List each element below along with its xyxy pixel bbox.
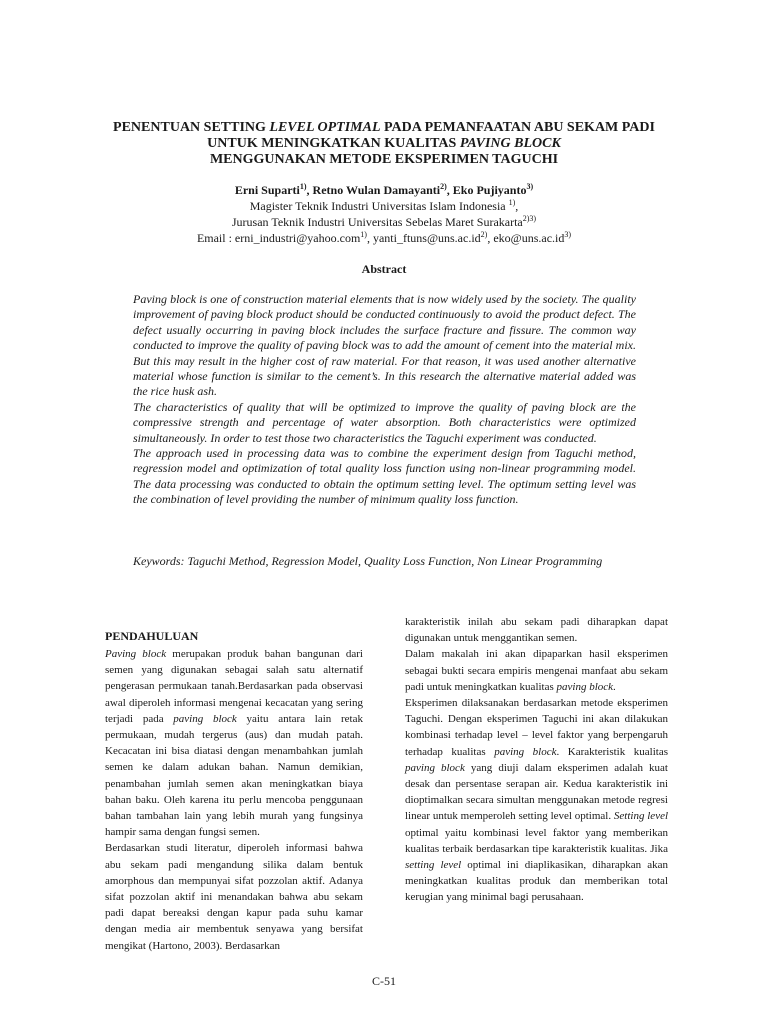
body-paragraph: Paving block merupakan produk bahan bangunan dari semen yang digunakan sebagai salah satu alternatif pengerasan permukaan tanah.Berdasarkan pada observasi awal diperoleh informasi mengenai kecacatan yang sering terjadi pada paving block yaitu antara lain retak permukaan, mudah tergerus (aus) dan mudah patah. Kecacatan ini bisa diatasi dengan menambahkan jumlah semen ke dalam adukan bahan. Namun demikian, penambahan jumlah semen akan meningkatkan biaya bahan baku. Oleh karena itu perlu mencoba penggunaan bahan tambahan lain yang lebih murah yang fungsinya hampir sama dengan fungsi semen. — [105, 648, 363, 839]
affiliation-2: Jurusan Teknik Industri Universitas Sebelas Maret Surakarta$^{2)3)}$ — [231, 214, 537, 229]
abstract-paragraph: Paving block is one of construction material elements that is now widely used by the society. The quality improvement of paving block product should be conducted continuously to avoid the product defect. The defect usually occurring in paving block includes the surface fracture and fissure. The common way conducted to improve the quality of paving block was to add the amount of cement into the material mix. But this may result in the higher cost of raw material. For that reason, it was used another alternative material whose function is similar to the cement’s. In this research the alternative material added was the rice husk ash. — [133, 292, 636, 399]
abstract-body — [133, 292, 636, 508]
keywords: Keywords: Taguchi Method, Regression Model, Quality Loss Function, Non Linear Programming — [133, 554, 603, 568]
title-text: PADA PEMANFAATAN ABU SEKAM PADI — [380, 120, 655, 135]
author-names: Erni Suparti$^{1)}$, Retno Wulan Damayanti$^{2)}$, Eko Pujiyanto$^{3)}$ — [234, 182, 534, 197]
title-text-italic: PAVING BLOCK — [459, 136, 561, 151]
body-column-left — [105, 646, 363, 954]
title-line-3: MENGGUNAKAN METODE EKSPERIMEN TAGUCHI — [209, 152, 559, 167]
body-column-right — [405, 614, 668, 906]
title-text: PENENTUAN SETTING — [113, 120, 270, 135]
title-line-2 — [60, 136, 708, 152]
page-number: C-51 — [372, 974, 396, 988]
body-paragraph: Eksperimen dilaksanakan berdasarkan metode eksperimen Taguchi. Dengan eksperimen Taguchi ini akan dilakukan kombinasi terhadap level – level faktor yang berpengaruh terhadap kualitas paving block. Karakteristik kualitas paving block yang diuji dalam eksperimen adalah kuat desak dan persentase serapan air. Kedua karakteristik ini dioptimalkan secara simultan menggunakan metode regresi linear untuk memperoleh setting level optimal. Setting level optimal yaitu kombinasi level faktor yang memberikan kualitas terbaik berdasarkan tipe karakteristik kualitas. Jika setting level optimal ini diaplikasikan, diharapkan akan meningkatkan kualitas produk dan memberikan total kerugian yang minimal bagi perusahaan. — [405, 697, 669, 904]
title-text: UNTUK MENINGKATKAN KUALITAS — [207, 136, 460, 151]
title-text-italic: LEVEL OPTIMAL — [269, 120, 381, 135]
author-block — [60, 182, 708, 246]
title-line-1 — [60, 120, 708, 136]
author-emails: Email : erni_industri@yahoo.com$^{1)}$, $yanti\_ftuns@uns.ac.id^{2)}$, $eko@uns.ac.id^{3)}$ — [196, 230, 572, 245]
paper-title — [60, 120, 708, 168]
abstract-paragraph: The characteristics of quality that will be optimized to improve the quality of paving block are the compressive strength and percentage of water absorption. Both characteristics were optimized simultaneously. In order to test those two characteristics the Taguchi experiment was conducted. — [133, 399, 636, 445]
body-paragraph: Berdasarkan studi literatur, diperoleh informasi bahwa abu sekam padi mengandung silika dalam bentuk amorphous dan mempunyai sifat pozzolan aktif. Adanya sifat pozzolan aktif ini menandakan bahwa abu sekam padi dapat bereaksi dengan kapur pada suhu kamar dengan media air membentuk senyawa yang bersifat mengikat (Hartono, 2003). Berdasarkan — [105, 842, 363, 952]
body-paragraph: Dalam makalah ini akan dipaparkan hasil eksperimen sebagai bukti secara empiris mengenai manfaat abu sekam padi untuk meningkatkan kualitas paving block. — [405, 648, 668, 693]
abstract-paragraph: The approach used in processing data was to combine the experiment design from Taguchi method, regression model and optimization of total quality loss function using non-linear programming model. The data processing was conducted to obtain the optimum setting level. The optimum setting level was the combination of level providing the number of minimum quality loss function. — [133, 446, 636, 507]
abstract-heading: Abstract — [361, 262, 407, 276]
body-paragraph: karakteristik inilah abu sekam padi diharapkan dapat digunakan untuk menggantikan semen. — [405, 616, 668, 645]
affiliation-1: Magister Teknik Industri Universitas Islam Indonesia $^{1)}$, — [249, 198, 519, 213]
section-heading: PENDAHULUAN — [105, 629, 199, 643]
